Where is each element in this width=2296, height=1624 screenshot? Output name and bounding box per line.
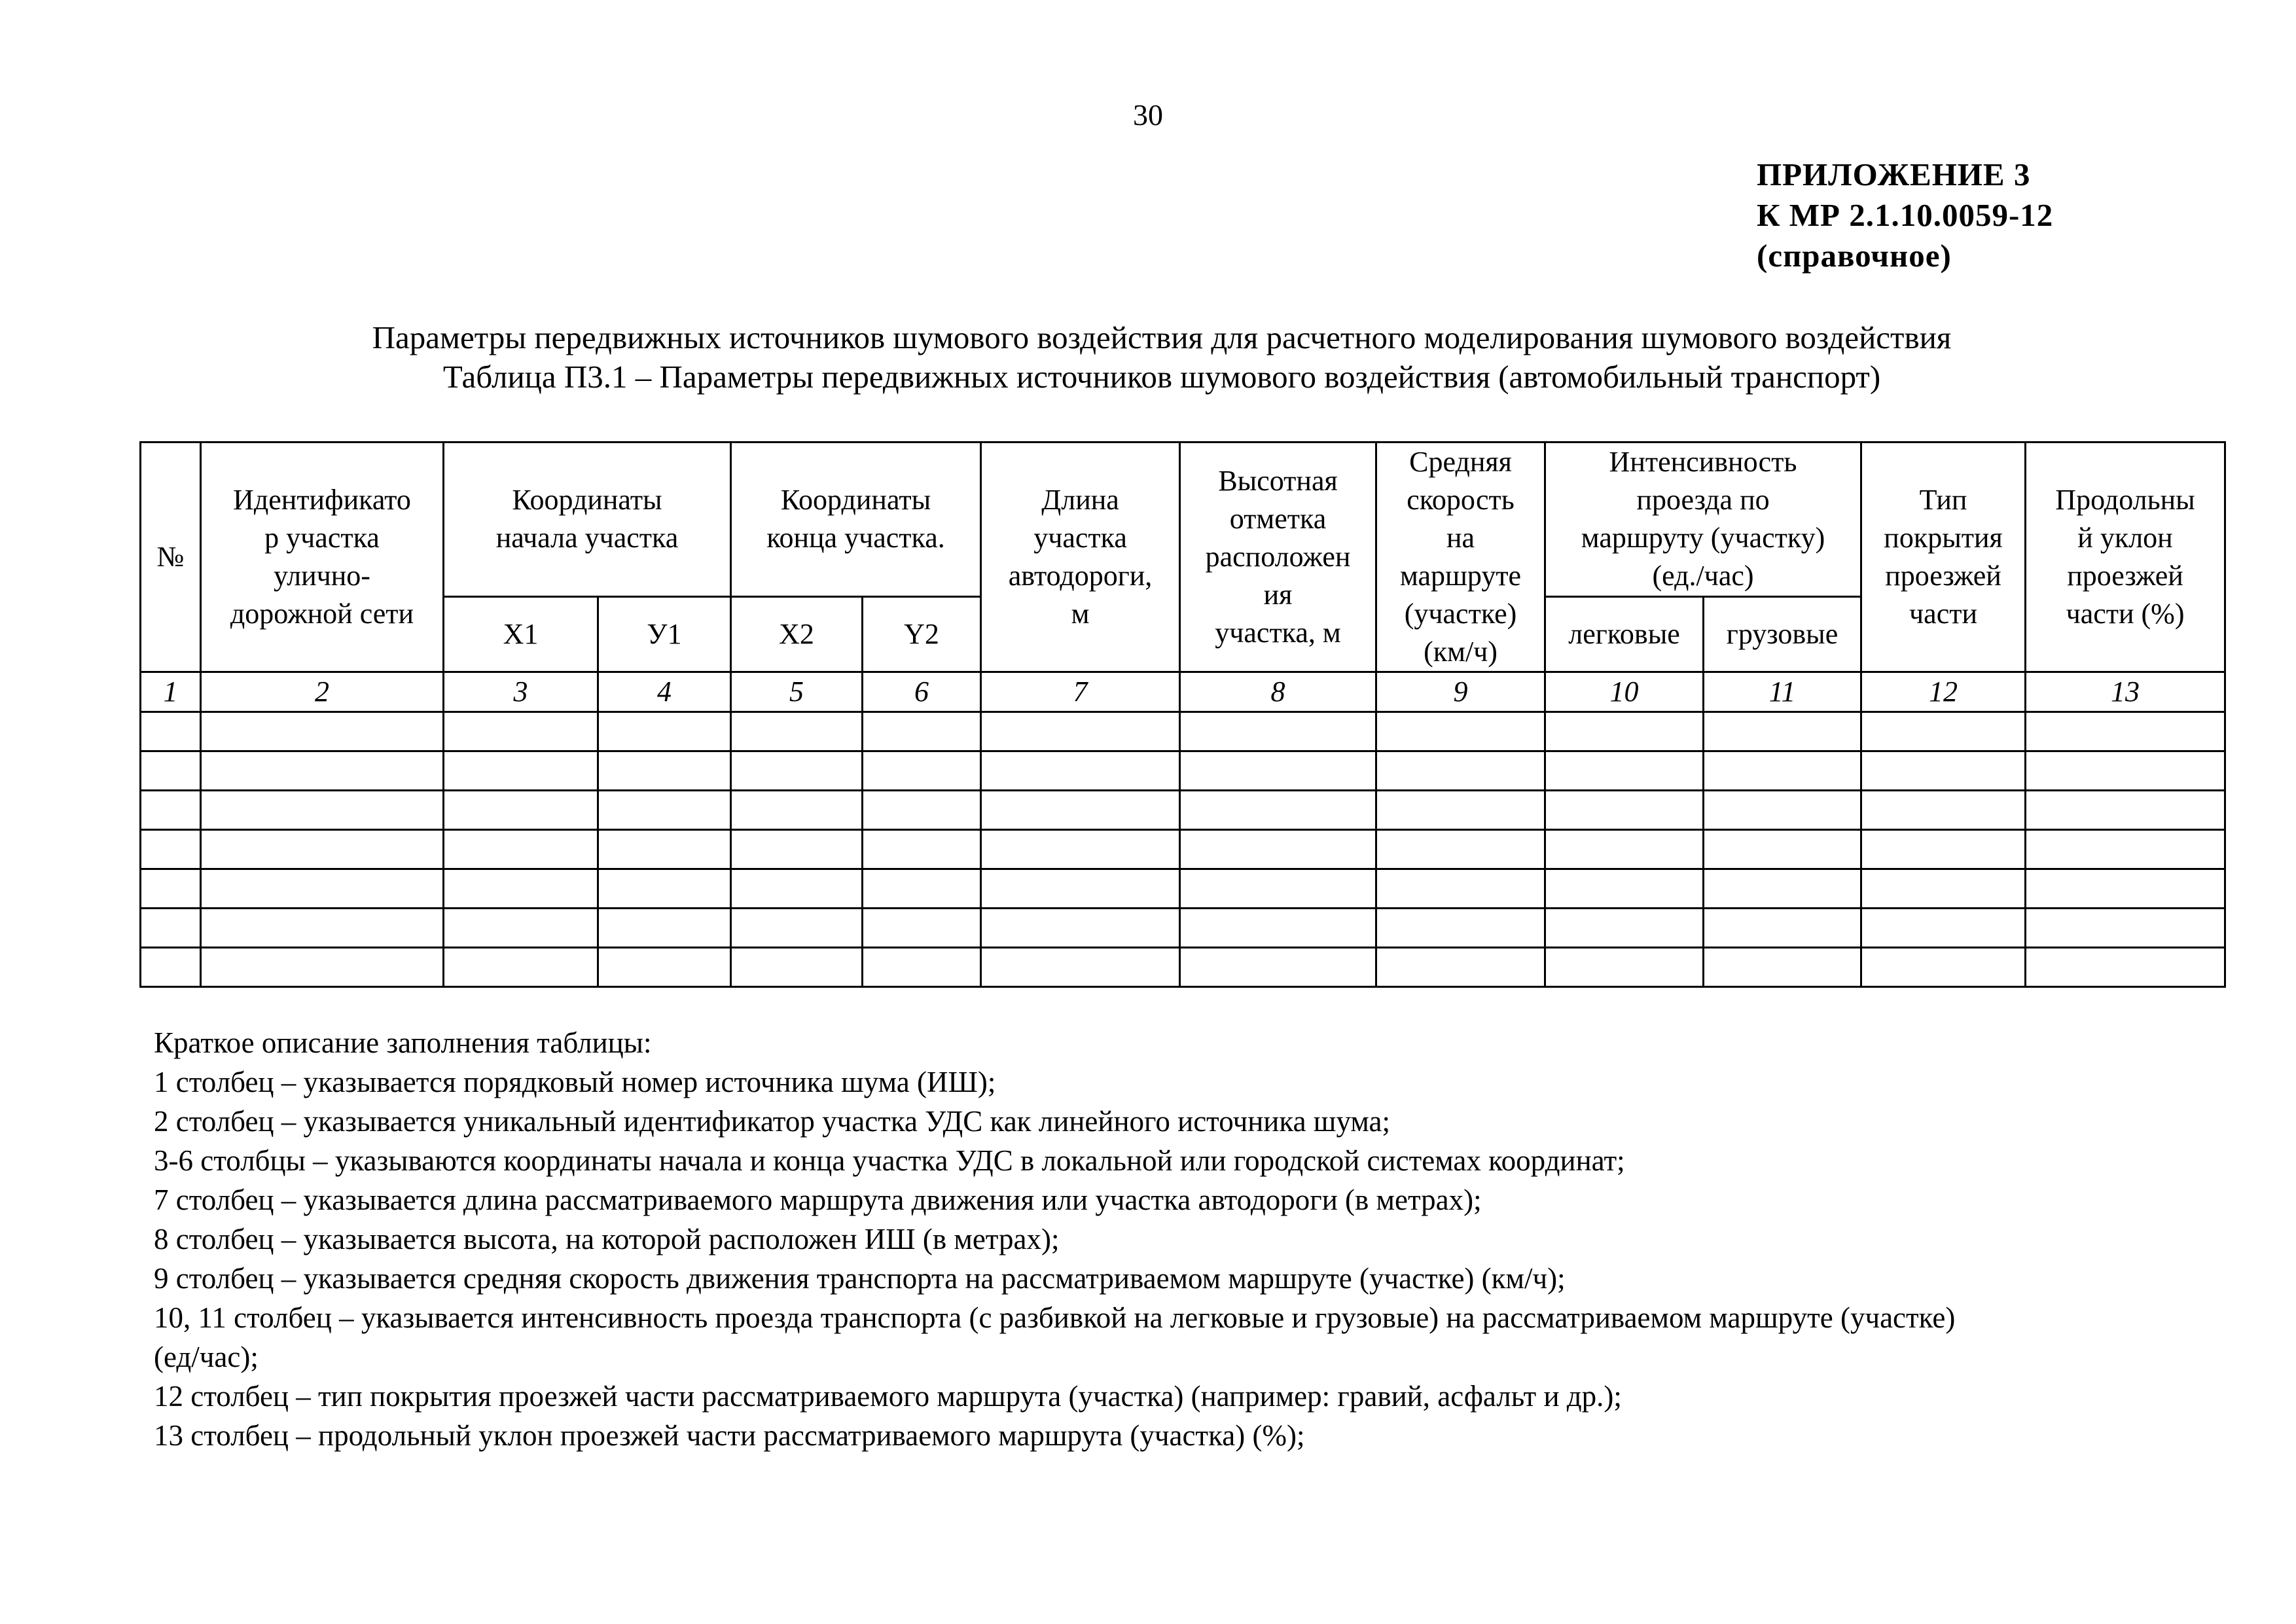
table-cell xyxy=(2026,712,2225,751)
appendix-line: К МР 2.1.10.0059-12 xyxy=(1757,197,2054,233)
header-text-line: проезжей xyxy=(1885,560,2001,592)
header-text-line: улично- xyxy=(274,560,370,592)
header-text-line: покрытия xyxy=(1884,522,2003,554)
column-number: 2 xyxy=(201,672,444,712)
table-cell xyxy=(598,869,731,909)
header-identifier xyxy=(201,442,444,672)
header-text-line: расположен xyxy=(1205,541,1351,573)
table-cell xyxy=(1861,909,2026,948)
table-cell xyxy=(141,751,201,791)
table-cell xyxy=(598,712,731,751)
table-cell xyxy=(1545,712,1704,751)
table-cell xyxy=(444,909,598,948)
header-text-line: начала участка xyxy=(495,522,679,554)
column-number: 9 xyxy=(1376,672,1545,712)
notes-section xyxy=(154,1023,2209,1455)
header-surface xyxy=(1861,442,2026,672)
table-cell xyxy=(444,751,598,791)
note-line: 9 столбец – указывается средняя скорость движения транспорта на рассматриваемом маршруте (участке) (км/ч); xyxy=(154,1262,1566,1295)
header-y1: У1 xyxy=(598,596,731,672)
table-cell xyxy=(1545,791,1704,830)
table-cell xyxy=(2026,909,2225,948)
table-cell xyxy=(201,909,444,948)
header-text-line: (участке) xyxy=(1404,598,1517,630)
table-cell xyxy=(1704,869,1861,909)
table-cell xyxy=(598,791,731,830)
table-cell xyxy=(1861,751,2026,791)
header-text-line: проезжей xyxy=(2067,560,2183,592)
header-text-line: Координаты xyxy=(780,484,931,516)
header-elevation xyxy=(1180,442,1376,672)
table-cell xyxy=(1545,948,1704,987)
table-cell xyxy=(2026,948,2225,987)
header-text-line: части xyxy=(1909,598,1978,630)
header-text-line: участка xyxy=(1033,522,1127,554)
appendix-line: ПРИЛОЖЕНИЕ 3 xyxy=(1757,156,2031,192)
table-cell xyxy=(1704,751,1861,791)
table-cell xyxy=(981,751,1180,791)
table-row xyxy=(141,869,2225,909)
table-cell xyxy=(981,830,1180,869)
table-cell xyxy=(1180,909,1376,948)
table-cell xyxy=(1861,712,2026,751)
column-number: 6 xyxy=(863,672,981,712)
table-cell xyxy=(201,712,444,751)
header-text-line: (км/ч) xyxy=(1424,636,1498,668)
header-intensity xyxy=(1545,442,1861,597)
document-title: Параметры передвижных источников шумового воздействия для расчетного моделирования шумового воздействия xyxy=(372,319,1952,355)
header-text-line: Интенсивность xyxy=(1609,446,1797,478)
header-text-line: р участка xyxy=(264,522,380,554)
table-cell xyxy=(1545,909,1704,948)
header-text-line: м xyxy=(1071,598,1090,630)
table-cell xyxy=(1704,909,1861,948)
header-text-line: Продольны xyxy=(2055,484,2195,516)
table-cell xyxy=(1180,830,1376,869)
table-body xyxy=(141,712,2225,987)
table-cell xyxy=(863,948,981,987)
table-cell xyxy=(981,948,1180,987)
header-trucks: грузовые xyxy=(1704,596,1861,672)
header-text-line: Средняя xyxy=(1409,446,1512,478)
table-cell xyxy=(981,791,1180,830)
note-line: 8 столбец – указывается высота, на которой расположен ИШ (в метрах); xyxy=(154,1223,1060,1255)
table-cell xyxy=(1180,791,1376,830)
table-cell xyxy=(863,909,981,948)
table-cell xyxy=(1545,869,1704,909)
table-cell xyxy=(1545,830,1704,869)
table-cell xyxy=(863,712,981,751)
table-cell xyxy=(1180,751,1376,791)
appendix-heading xyxy=(1757,154,2053,276)
table-cell xyxy=(2026,791,2225,830)
table-cell xyxy=(863,869,981,909)
header-no: № xyxy=(141,442,201,672)
table-cell xyxy=(141,791,201,830)
table-cell xyxy=(1704,948,1861,987)
header-text-line: Тип xyxy=(1919,484,1967,516)
table-cell xyxy=(1376,712,1545,751)
table-cell xyxy=(981,712,1180,751)
table-cell xyxy=(1180,948,1376,987)
table-cell xyxy=(201,869,444,909)
table-cell xyxy=(1861,948,2026,987)
header-text-line: скорость xyxy=(1407,484,1515,516)
table-cell xyxy=(1376,751,1545,791)
table-cell xyxy=(863,751,981,791)
notes-heading: Краткое описание заполнения таблицы: xyxy=(154,1026,652,1059)
column-number: 5 xyxy=(731,672,863,712)
header-text-line: Длина xyxy=(1041,484,1119,516)
header-text-line: (ед./час) xyxy=(1652,560,1754,592)
column-number: 10 xyxy=(1545,672,1704,712)
table-cell xyxy=(863,791,981,830)
column-number: 1 xyxy=(141,672,201,712)
column-number: 8 xyxy=(1180,672,1376,712)
header-cars: легковые xyxy=(1545,596,1704,672)
table-row xyxy=(141,830,2225,869)
page-number: 30 xyxy=(1133,98,1163,132)
table-cell xyxy=(598,751,731,791)
header-text-line: конца участка. xyxy=(766,522,945,554)
table-row xyxy=(141,751,2225,791)
header-text-line: Координаты xyxy=(512,484,662,516)
column-number: 12 xyxy=(1861,672,2026,712)
table-cell xyxy=(2026,830,2225,869)
table-cell xyxy=(598,909,731,948)
table-cell xyxy=(1180,869,1376,909)
table-row xyxy=(141,712,2225,751)
header-text-line: маршруту (участку) xyxy=(1581,522,1825,554)
table-cell xyxy=(1376,948,1545,987)
table-cell xyxy=(1861,791,2026,830)
table-cell xyxy=(201,830,444,869)
table-cell xyxy=(731,712,863,751)
table-cell xyxy=(1704,791,1861,830)
table-cell xyxy=(141,712,201,751)
table-cell xyxy=(1704,712,1861,751)
table-cell xyxy=(1376,791,1545,830)
table-cell xyxy=(2026,751,2225,791)
header-text-line: на xyxy=(1446,522,1475,554)
table-cell xyxy=(201,948,444,987)
table-cell xyxy=(598,948,731,987)
table-cell xyxy=(141,830,201,869)
header-x2: X2 xyxy=(731,596,863,672)
table-cell xyxy=(731,751,863,791)
header-x1: X1 xyxy=(444,596,598,672)
header-text-line: маршруте xyxy=(1399,560,1522,592)
header-coords-start xyxy=(444,442,731,597)
note-line: 12 столбец – тип покрытия проезжей части рассматриваемого маршрута (участка) (например: гравий, асфальт и др.); xyxy=(154,1380,1622,1413)
table-cell xyxy=(444,712,598,751)
table-cell xyxy=(731,830,863,869)
table-cell xyxy=(1376,909,1545,948)
table-cell xyxy=(2026,869,2225,909)
parameters-table xyxy=(139,441,2226,988)
header-length xyxy=(981,442,1180,672)
table-cell xyxy=(201,791,444,830)
table-cell xyxy=(731,948,863,987)
header-text-line: части (%) xyxy=(2066,598,2185,630)
table-cell xyxy=(141,948,201,987)
note-line: 1 столбец – указывается порядковый номер источника шума (ИШ); xyxy=(154,1066,996,1098)
table-cell xyxy=(981,869,1180,909)
document-titles xyxy=(0,318,2296,397)
table-cell xyxy=(598,830,731,869)
column-number: 4 xyxy=(598,672,731,712)
header-text-line: Высотная xyxy=(1218,465,1338,497)
header-text-line: Идентификато xyxy=(233,484,411,516)
header-speed xyxy=(1376,442,1545,672)
note-line: (ед/час); xyxy=(154,1341,259,1373)
header-slope xyxy=(2026,442,2225,672)
table-cell xyxy=(444,869,598,909)
note-line: 7 столбец – указывается длина рассматриваемого маршрута движения или участка автодороги (в метрах); xyxy=(154,1183,1482,1216)
column-number: 3 xyxy=(444,672,598,712)
table-cell xyxy=(1376,869,1545,909)
table-row xyxy=(141,791,2225,830)
table-cell xyxy=(141,909,201,948)
table-cell xyxy=(731,791,863,830)
note-line: 3-6 столбцы – указываются координаты начала и конца участка УДС в локальной или городской системах координат; xyxy=(154,1144,1625,1177)
table-cell xyxy=(863,830,981,869)
table-cell xyxy=(731,869,863,909)
column-number: 7 xyxy=(981,672,1180,712)
table-cell xyxy=(1180,712,1376,751)
table-cell xyxy=(201,751,444,791)
table-cell xyxy=(444,830,598,869)
column-number-row xyxy=(141,672,2225,712)
appendix-line: (справочное) xyxy=(1757,238,1952,274)
table-cell xyxy=(1545,751,1704,791)
header-text-line: участка, м xyxy=(1215,617,1341,649)
note-line: 10, 11 столбец – указывается интенсивность проезда транспорта (с разбивкой на легковые и грузовые) на рассматриваемом маршруте (участке) xyxy=(154,1301,1956,1334)
table-cell xyxy=(731,909,863,948)
column-number: 13 xyxy=(2026,672,2225,712)
table-caption: Таблица П3.1 – Параметры передвижных источников шумового воздействия (автомобильный транспорт) xyxy=(442,359,1881,395)
header-text-line: й уклон xyxy=(2077,522,2173,554)
table-cell xyxy=(141,869,201,909)
table-cell xyxy=(444,791,598,830)
table-cell xyxy=(1376,830,1545,869)
header-text-line: проезда по xyxy=(1636,484,1770,516)
table-cell xyxy=(1861,869,2026,909)
table-row xyxy=(141,909,2225,948)
note-line: 13 столбец – продольный уклон проезжей части рассматриваемого маршрута (участка) (%); xyxy=(154,1419,1305,1452)
header-coords-end xyxy=(731,442,981,597)
table-cell xyxy=(1704,830,1861,869)
column-number: 11 xyxy=(1704,672,1861,712)
header-text-line: отметка xyxy=(1229,503,1327,535)
table-cell xyxy=(981,909,1180,948)
note-line: 2 столбец – указывается уникальный идентификатор участка УДС как линейного источника шума; xyxy=(154,1105,1390,1138)
table-cell xyxy=(1861,830,2026,869)
table-row xyxy=(141,948,2225,987)
header-y2: Y2 xyxy=(863,596,981,672)
header-text-line: дорожной сети xyxy=(230,598,414,630)
table-cell xyxy=(444,948,598,987)
header-text-line: автодороги, xyxy=(1008,560,1153,592)
header-text-line: ия xyxy=(1263,579,1293,611)
